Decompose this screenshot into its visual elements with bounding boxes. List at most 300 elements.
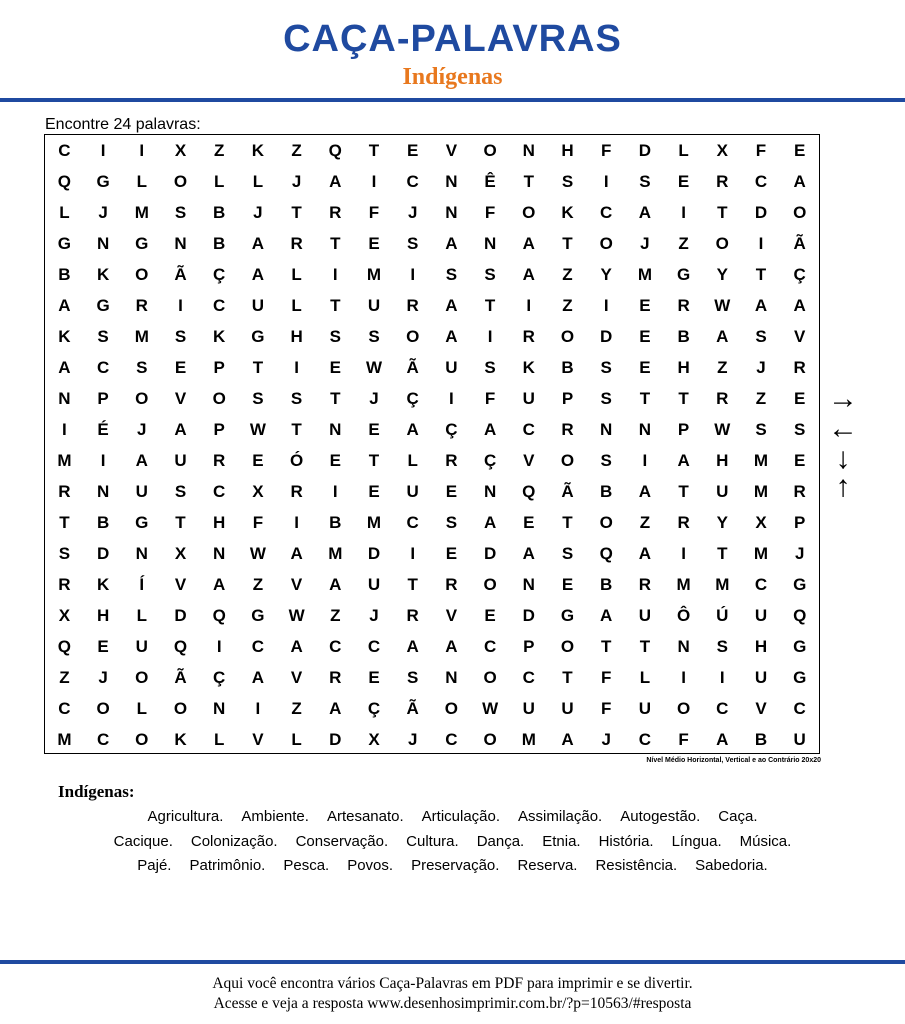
grid-cell: Ú <box>716 606 729 625</box>
word-list-item: Ambiente. <box>241 808 309 825</box>
grid-cell: O <box>483 668 497 687</box>
bottom-divider <box>0 960 905 964</box>
grid-cell: R <box>793 482 806 501</box>
word-list-item: Sabedoria. <box>695 857 768 874</box>
grid-cell: A <box>251 265 265 284</box>
grid-cell: O <box>560 637 575 656</box>
grid-cell: K <box>174 730 187 749</box>
grid-cell: O <box>793 203 807 222</box>
grid-cell: B <box>96 513 110 532</box>
grid-cell: C <box>793 699 806 718</box>
grid-cell: A <box>58 296 71 315</box>
grid-cell: C <box>600 203 613 222</box>
grid-cell: M <box>637 265 652 284</box>
grid-cell: Q <box>793 606 807 625</box>
grid-cell: P <box>677 420 690 439</box>
grid-cell: E <box>368 234 380 253</box>
grid-cell: A <box>135 451 148 470</box>
grid-cell: Z <box>562 265 573 284</box>
grid-cell: Ç <box>483 451 497 470</box>
grid-cell: H <box>716 451 729 470</box>
grid-cell: T <box>291 420 302 439</box>
grid-cell: M <box>366 265 382 284</box>
grid-cell: A <box>522 265 535 284</box>
grid-cell: P <box>97 389 109 408</box>
grid-cell: Ç <box>445 420 458 439</box>
grid-cell: G <box>251 606 265 625</box>
grid-cell: A <box>716 327 729 346</box>
grid-cell: E <box>794 141 806 160</box>
grid-cell: A <box>213 575 226 594</box>
grid-cell: S <box>561 172 574 191</box>
grid-cell: S <box>600 358 612 377</box>
grid-cell: U <box>522 699 535 718</box>
grid-cell: T <box>678 389 689 408</box>
grid-cell: A <box>522 234 535 253</box>
grid-cell: A <box>793 172 806 191</box>
grid-cell: A <box>483 420 497 439</box>
grid-cell: M <box>753 544 769 563</box>
grid-cell: U <box>754 668 768 687</box>
grid-row <box>45 507 819 538</box>
grid-cell: R <box>716 389 729 408</box>
grid-row <box>45 445 819 476</box>
grid-cell: A <box>793 296 806 315</box>
grid-cell: G <box>96 296 110 315</box>
grid-cell: A <box>754 296 768 315</box>
grid-cell: N <box>522 141 535 160</box>
grid-cell: S <box>445 265 458 284</box>
word-list-item: Etnia. <box>542 833 581 850</box>
word-list-item: Articulação. <box>421 808 501 825</box>
grid-cell: D <box>522 606 535 625</box>
grid-cell: A <box>329 172 342 191</box>
footer-line-2: Acesse e veja a resposta www.desenhosimprimir.com.br/?p=10563/#resposta <box>213 995 692 1012</box>
grid-cell: Ô <box>676 606 691 625</box>
grid-cell: U <box>174 451 187 470</box>
grid-cell: L <box>291 296 302 315</box>
grid-cell: L <box>136 172 147 191</box>
grid-cell: A <box>445 637 458 656</box>
word-list-item: Assimilação. <box>518 808 603 825</box>
grid-cell: Z <box>330 606 341 625</box>
grid-cell: D <box>483 544 497 563</box>
grid-cell: V <box>174 575 187 594</box>
grid-cell: C <box>522 420 535 439</box>
grid-cell: J <box>137 420 147 439</box>
grid-cell: V <box>290 575 303 594</box>
grid-cell: X <box>252 482 264 501</box>
grid-cell: D <box>96 544 110 563</box>
word-list-item: Artesanato. <box>326 808 404 825</box>
grid-cell: S <box>794 420 806 439</box>
grid-cell: E <box>677 172 690 191</box>
word-list-item: Autogestão. <box>620 808 701 825</box>
grid-row <box>45 383 819 414</box>
grid-cell: B <box>213 203 226 222</box>
grid-cell: O <box>135 265 149 284</box>
grid-cell: T <box>368 141 380 160</box>
grid-cell: Ç <box>367 699 381 718</box>
grid-cell: V <box>290 668 303 687</box>
grid-cell: Q <box>57 172 72 191</box>
grid-cell: F <box>755 141 767 160</box>
grid-cell: B <box>600 575 613 594</box>
grid-cell: T <box>562 234 573 253</box>
grid-row <box>45 631 819 662</box>
grid-cell: O <box>173 172 188 191</box>
grid-cell: Ç <box>213 265 226 284</box>
grid-cell: U <box>135 637 148 656</box>
grid-cell: T <box>330 389 341 408</box>
word-list-item: Agricultura. <box>147 808 224 825</box>
grid-cell: É <box>97 420 109 439</box>
grid-cell: O <box>599 513 613 532</box>
grid-cell: B <box>677 327 690 346</box>
word-list-item: Caça. <box>718 808 758 825</box>
grid-cell: M <box>134 327 149 346</box>
grid-cell: O <box>483 141 497 160</box>
grid-cell: A <box>716 730 729 749</box>
word-list-title: Indígenas: <box>58 782 135 801</box>
grid-cell: N <box>522 575 535 594</box>
grid-cell: J <box>98 668 108 687</box>
grid-cell: I <box>178 296 183 315</box>
grid-cell: S <box>252 389 264 408</box>
grid-cell: O <box>135 730 149 749</box>
grid-cell: E <box>484 606 496 625</box>
grid-cell: U <box>367 296 381 315</box>
grid-cell: V <box>174 389 187 408</box>
grid-row <box>45 476 819 507</box>
grid-row <box>45 569 819 600</box>
grid-cell: X <box>58 606 71 625</box>
grid-cell: I <box>62 420 67 439</box>
grid-cell: I <box>681 203 686 222</box>
grid-cell: M <box>753 451 769 470</box>
grid-row <box>45 197 819 228</box>
grid-cell: Q <box>599 544 613 563</box>
grid-cell: N <box>213 699 226 718</box>
grid-cell: A <box>445 296 458 315</box>
grid-cell: E <box>561 575 574 594</box>
grid-cell: I <box>603 296 609 315</box>
grid-cell: S <box>716 637 728 656</box>
page-subtitle: Indígenas <box>402 64 503 90</box>
grid-cell: A <box>638 203 652 222</box>
grid-cell: H <box>96 606 110 625</box>
grid-cell: S <box>174 327 187 346</box>
grid-cell: I <box>642 451 648 470</box>
grid-row <box>45 538 819 569</box>
grid-cell: M <box>753 482 769 501</box>
grid-cell: C <box>58 141 71 160</box>
grid-cell: E <box>368 482 380 501</box>
grid-cell: M <box>676 575 691 594</box>
grid-cell: V <box>794 327 806 346</box>
grid-cell: J <box>794 544 805 563</box>
grid-cell: I <box>332 482 338 501</box>
grid-cell: L <box>291 730 302 749</box>
grid-row <box>45 259 819 290</box>
grid-cell: I <box>139 141 145 160</box>
grid-cell: U <box>716 482 729 501</box>
grid-cell: C <box>406 513 419 532</box>
grid-cell: S <box>445 513 458 532</box>
grid-cell: D <box>367 544 381 563</box>
grid-cell: Z <box>291 699 302 718</box>
grid-cell: I <box>758 234 764 253</box>
grid-cell: S <box>97 327 109 346</box>
grid-cell: E <box>407 141 419 160</box>
arrow-down-icon: ↓ <box>835 442 851 475</box>
grid-cell: I <box>487 327 493 346</box>
grid-cell: E <box>639 358 651 377</box>
grid-cell: C <box>638 730 652 749</box>
grid-cell: A <box>638 544 652 563</box>
grid-cell: R <box>135 296 148 315</box>
grid-cell: O <box>599 234 613 253</box>
grid-cell: A <box>251 234 265 253</box>
grid-cell: T <box>291 203 302 222</box>
grid-cell: I <box>294 358 299 377</box>
grid-cell: A <box>677 451 690 470</box>
grid-cell: A <box>445 327 458 346</box>
grid-cell: R <box>522 327 535 346</box>
grid-cell: E <box>329 451 341 470</box>
word-list-item: Resistência. <box>595 857 678 874</box>
grid-cell: E <box>445 544 458 563</box>
grid-row <box>45 693 819 724</box>
grid-cell: Z <box>755 389 767 408</box>
footer-line-1: Aqui você encontra vários Caça-Palavras em PDF para imprimir e se divertir. <box>212 975 693 992</box>
grid-cell: Ã <box>793 234 806 253</box>
grid-cell: Q <box>522 482 536 501</box>
grid-cell: R <box>58 482 71 501</box>
grid-cell: D <box>329 730 342 749</box>
grid-cell: G <box>96 172 110 191</box>
grid-cell: J <box>407 203 418 222</box>
grid-cell: O <box>560 451 575 470</box>
grid-cell: Z <box>291 141 302 160</box>
grid-cell: X <box>174 544 187 563</box>
grid-cell: R <box>561 420 574 439</box>
grid-row <box>45 414 819 445</box>
grid-cell: N <box>329 420 342 439</box>
grid-cell: T <box>330 296 341 315</box>
grid-cell: W <box>249 544 266 563</box>
grid-cell: R <box>329 203 342 222</box>
grid-cell: L <box>407 451 418 470</box>
grid-cell: Ã <box>406 358 419 377</box>
arrow-left-icon: ← <box>828 412 858 445</box>
grid-cell: J <box>407 730 418 749</box>
grid-cell: I <box>719 668 725 687</box>
grid-cell: L <box>678 141 689 160</box>
grid-cell: P <box>794 513 806 532</box>
grid-cell: H <box>754 637 768 656</box>
grid-cell: B <box>754 730 768 749</box>
grid-cell: L <box>639 668 651 687</box>
grid-cell: Í <box>139 575 145 594</box>
top-divider <box>0 98 905 102</box>
grid-cell: W <box>482 699 499 718</box>
grid-cell: S <box>329 327 341 346</box>
grid-cell: C <box>483 637 497 656</box>
grid-cell: F <box>252 513 264 532</box>
grid-cell: A <box>329 575 342 594</box>
grid-cell: G <box>676 265 691 284</box>
grid-cell: D <box>174 606 187 625</box>
grid-cell: L <box>214 172 225 191</box>
grid-cell: P <box>213 420 225 439</box>
grid-cell: A <box>329 699 342 718</box>
grid-cell: C <box>251 637 265 656</box>
grid-cell: J <box>369 606 379 625</box>
word-list-line <box>0 808 905 825</box>
grid-cell: M <box>57 451 72 470</box>
grid-cell: C <box>213 482 226 501</box>
grid-row <box>45 228 819 259</box>
grid-cell: X <box>716 141 728 160</box>
grid-cell: A <box>290 637 303 656</box>
grid-cell: N <box>638 420 652 439</box>
grid-cell: E <box>639 327 651 346</box>
grid-cell: T <box>639 637 651 656</box>
grid-cell: T <box>407 575 418 594</box>
grid-cell: Ã <box>406 699 419 718</box>
grid-cell: T <box>562 668 573 687</box>
grid-cell: O <box>135 668 149 687</box>
word-list-item: Conservação. <box>295 833 389 850</box>
grid-cell: R <box>638 575 652 594</box>
grid-cell: H <box>213 513 226 532</box>
grid-cell: H <box>561 141 574 160</box>
grid-cell: E <box>97 637 109 656</box>
grid-cell: E <box>368 668 380 687</box>
grid-cell: K <box>96 265 110 284</box>
grid-cell: S <box>561 544 574 563</box>
grid-cell: K <box>561 203 574 222</box>
grid-cell: P <box>213 358 225 377</box>
grid-cell: B <box>600 482 613 501</box>
grid-cell: W <box>288 606 305 625</box>
instruction-text: Encontre 24 palavras: <box>45 116 201 133</box>
grid-cell: S <box>174 203 187 222</box>
grid-cell: U <box>367 575 381 594</box>
grid-cell: T <box>639 389 651 408</box>
grid-row <box>45 724 819 755</box>
grid-cell: F <box>601 141 612 160</box>
grid-cell: E <box>329 358 341 377</box>
grid-cell: X <box>174 141 187 160</box>
grid-cell: S <box>639 172 651 191</box>
word-list-item: Preservação. <box>411 857 500 874</box>
grid-cell: N <box>96 482 110 501</box>
grid-cell: L <box>136 699 147 718</box>
grid-cell: S <box>290 389 303 408</box>
grid-cell: R <box>290 234 303 253</box>
grid-cell: M <box>715 575 730 594</box>
grid-cell: O <box>522 203 536 222</box>
grid-cell: V <box>755 699 767 718</box>
grid-cell: M <box>328 544 343 563</box>
grid-cell: T <box>330 234 341 253</box>
grid-cell: Ç <box>213 668 226 687</box>
grid-cell: K <box>213 327 226 346</box>
word-list-item: Pesca. <box>283 857 330 874</box>
grid-cell: C <box>754 575 768 594</box>
grid-cell: J <box>601 730 611 749</box>
grid-cell: A <box>600 606 613 625</box>
grid-cell: I <box>410 544 416 563</box>
word-list-item: Patrimônio. <box>189 857 266 874</box>
grid-cell: Q <box>328 141 342 160</box>
grid-cell: T <box>562 513 573 532</box>
grid-cell: U <box>522 389 535 408</box>
grid-cell: I <box>332 265 338 284</box>
grid-cell: E <box>794 389 806 408</box>
grid-cell: Ç <box>793 265 806 284</box>
grid-cell: A <box>445 234 458 253</box>
grid-cell: Z <box>717 358 728 377</box>
grid-cell: O <box>212 389 226 408</box>
grid-cell: I <box>100 141 106 160</box>
grid-cell: A <box>58 358 71 377</box>
grid-cell: R <box>290 482 303 501</box>
grid-cell: G <box>793 575 807 594</box>
grid-cell: V <box>445 606 458 625</box>
grid-cell: C <box>96 730 110 749</box>
grid-cell: N <box>483 234 497 253</box>
grid-cell: B <box>561 358 574 377</box>
grid-cell: R <box>716 172 729 191</box>
grid-cell: M <box>366 513 382 532</box>
grid-cell: Ó <box>289 451 304 470</box>
grid-cell: Z <box>59 668 70 687</box>
grid-cell: Y <box>716 265 728 284</box>
word-list-item: Cultura. <box>406 833 459 850</box>
grid-cell: R <box>793 358 806 377</box>
grid-cell: U <box>406 482 419 501</box>
grid-cell: A <box>406 637 419 656</box>
grid-cell: A <box>174 420 187 439</box>
grid-cell: T <box>755 265 767 284</box>
grid-cell: K <box>96 575 110 594</box>
grid-cell: J <box>640 234 650 253</box>
grid-cell: H <box>290 327 303 346</box>
grid-cell: T <box>678 482 689 501</box>
grid-cell: O <box>715 234 729 253</box>
word-list-item: Pajé. <box>137 857 172 874</box>
grid-cell: C <box>213 296 226 315</box>
grid-cell: T <box>175 513 186 532</box>
grid-cell: T <box>252 358 264 377</box>
grid-cell: L <box>214 730 225 749</box>
grid-cell: O <box>406 327 420 346</box>
grid-cell: V <box>523 451 535 470</box>
grid-cell: C <box>754 172 768 191</box>
grid-cell: R <box>406 606 419 625</box>
grid-row <box>45 600 819 631</box>
grid-row <box>45 290 819 321</box>
grid-cell: J <box>98 203 108 222</box>
grid-cell: Ê <box>484 172 496 191</box>
grid-cell: N <box>96 234 110 253</box>
grid-cell: O <box>483 730 497 749</box>
grid-cell: C <box>96 358 110 377</box>
grid-cell: I <box>216 637 222 656</box>
